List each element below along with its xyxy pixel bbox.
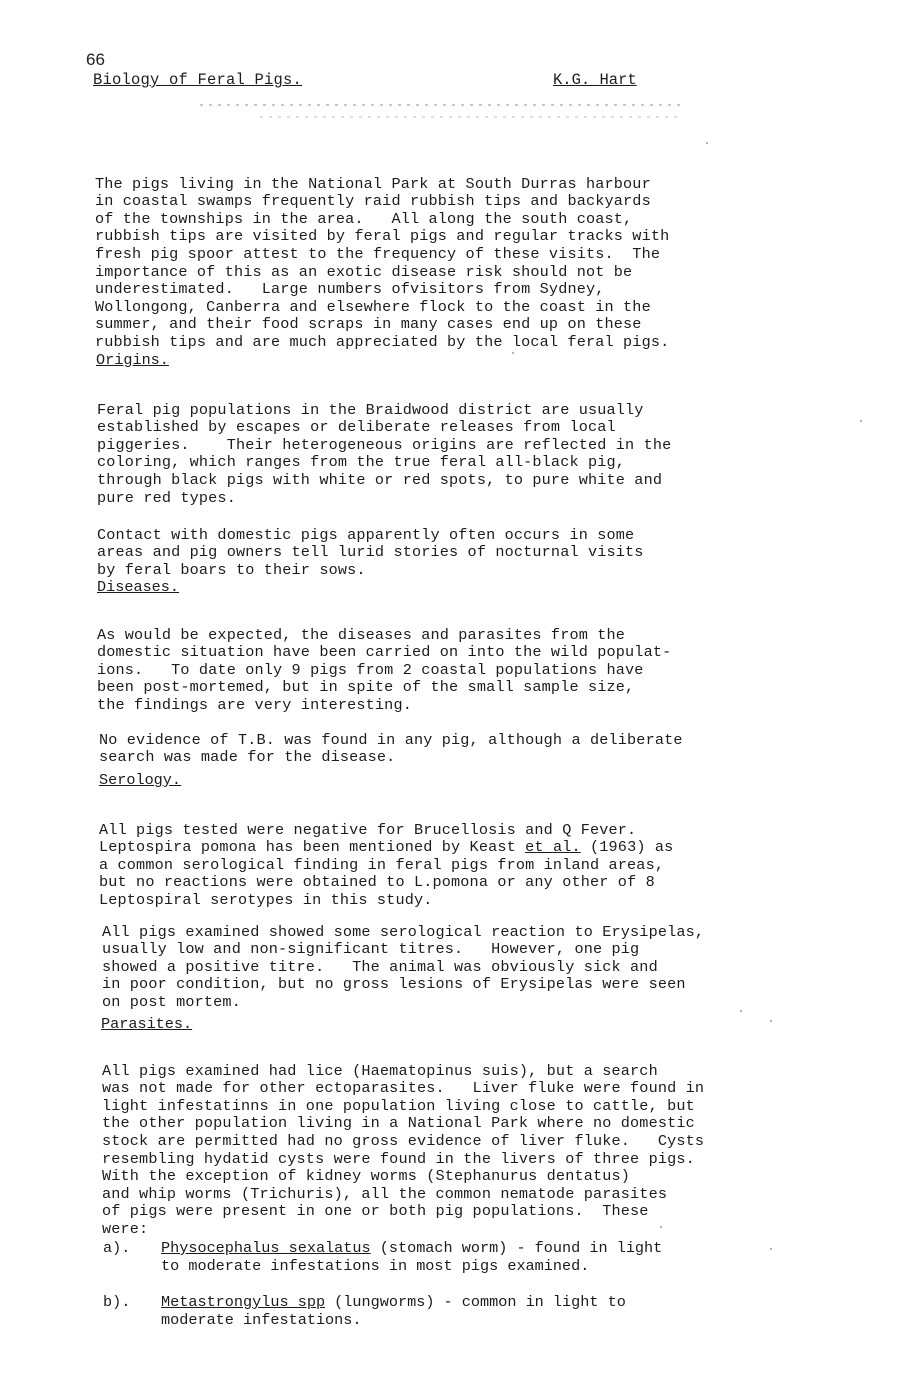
section-heading-parasites: Parasites.	[101, 1015, 193, 1033]
section-heading-origins: Origins.	[96, 351, 169, 369]
citation-et-al: et al.	[525, 838, 581, 857]
text-line: rubbish tips and are much appreciated by the local feral pigs.	[95, 332, 670, 351]
text-line: As would be expected, the diseases and parasites from the	[97, 625, 626, 644]
scan-artifact	[200, 104, 680, 106]
text-line: through black pigs with white or red spots, to pure white and	[97, 470, 663, 489]
text-line: of pigs were present in one or both pig populations. These	[102, 1202, 649, 1221]
list-item-text	[161, 1294, 626, 1329]
scan-speck	[770, 1248, 772, 1250]
text-line: of the townships in the area. All along the south coast,	[95, 209, 633, 228]
text-line: Feral pig populations in the Braidwood district are usually	[97, 400, 644, 419]
text-line: established by escapes or deliberate releases from local	[97, 418, 616, 437]
species-name: Physocephalus sexalatus	[161, 1239, 371, 1257]
scan-speck	[660, 1226, 662, 1228]
text-line: to moderate infestations in most pigs examined.	[161, 1256, 590, 1275]
parasite-list-item-b	[103, 1294, 803, 1330]
text-line: Contact with domestic pigs apparently often occurs in some	[97, 525, 635, 544]
text-line: coloring, which ranges from the true feral all-black pig,	[97, 453, 626, 472]
text-line: No evidence of T.B. was found in any pig, although a deliberate	[99, 730, 683, 749]
text-line	[161, 1294, 626, 1312]
text-segment: Leptospira pomona has been mentioned by Keast	[99, 838, 526, 857]
text-line: All pigs examined had lice (Haematopinus suis), but a search	[102, 1061, 658, 1080]
parasites-paragraph-1	[102, 1045, 704, 1256]
text-line: importance of this as an exotic disease risk should not be	[95, 262, 633, 281]
section-heading-diseases: Diseases.	[97, 578, 180, 596]
text-line: was not made for other ectoparasites. Liver fluke were found in	[102, 1079, 705, 1098]
text-segment: (stomach worm) - found in light	[370, 1239, 663, 1257]
scan-speck	[770, 1020, 772, 1022]
intro-paragraph	[95, 158, 669, 369]
text-line: in coastal swamps frequently raid rubbish tips and backyards	[95, 192, 651, 211]
text-line: stock are permitted had no gross evidence of liver fluke. Cysts	[102, 1131, 705, 1150]
scan-speck	[706, 142, 708, 144]
scan-speck	[860, 420, 862, 422]
scan-artifact	[260, 116, 680, 118]
diseases-paragraph-2	[99, 714, 683, 784]
text-line	[99, 839, 673, 857]
text-segment: (lungworms) - common in light to	[325, 1293, 626, 1311]
text-line: All pigs examined showed some serological reaction to Erysipelas,	[102, 922, 705, 941]
text-line: usually low and non-significant titres. However, one pig	[102, 940, 640, 959]
text-line: fresh pig spoor attest to the frequency of these visits. The	[95, 244, 661, 263]
text-line: in poor condition, but no gross lesions of Erysipelas were seen	[102, 975, 686, 994]
text-line: ions. To date only 9 pigs from 2 coastal populations have	[97, 660, 644, 679]
text-line: search was made for the disease.	[99, 748, 396, 767]
text-line: piggeries. Their heterogeneous origins are reflected in the	[97, 435, 672, 454]
scan-speck	[740, 1010, 742, 1012]
text-segment: (1963) as	[580, 838, 674, 857]
text-line: All pigs tested were negative for Brucellosis and Q Fever.	[99, 820, 637, 839]
species-name: Metastrongylus spp	[161, 1293, 326, 1311]
text-line: light infestatinns in one population living close to cattle, but	[102, 1096, 695, 1115]
scan-speck	[512, 352, 514, 354]
text-line: domestic situation have been carried on into the wild populat-	[97, 643, 672, 662]
list-marker: b).	[103, 1293, 131, 1311]
page-number: 66	[86, 50, 105, 69]
text-line: the findings are very interesting.	[97, 695, 412, 714]
text-line: the other population living in a National Park where no domestic	[102, 1114, 695, 1133]
text-line: underestimated. Large numbers ofvisitors from Sydney,	[95, 280, 605, 299]
text-line: The pigs living in the National Park at South Durras harbour	[95, 174, 651, 193]
text-line: by feral boars to their sows.	[97, 560, 366, 579]
text-line: moderate infestations.	[161, 1310, 362, 1329]
list-item-text	[161, 1240, 662, 1275]
text-line: were:	[102, 1219, 149, 1238]
text-line: Leptospiral serotypes in this study.	[99, 890, 433, 909]
document-author: K.G. Hart	[553, 71, 637, 89]
text-line: been post-mortemed, but in spite of the small sample size,	[97, 678, 635, 697]
text-line: showed a positive titre. The animal was obviously sick and	[102, 957, 658, 976]
document-title: Biology of Feral Pigs.	[93, 71, 303, 89]
text-line	[161, 1240, 662, 1258]
text-line: rubbish tips are visited by feral pigs and regular tracks with	[95, 227, 670, 246]
text-line: resembling hydatid cysts were found in the livers of three pigs.	[102, 1149, 695, 1168]
text-line: on post mortem.	[102, 992, 241, 1011]
origins-paragraph-1	[97, 384, 671, 525]
text-line: a common serological finding in feral pigs from inland areas,	[99, 855, 665, 874]
text-line: Wollongong, Canberra and elsewhere flock to the coast in the	[95, 297, 651, 316]
text-line: areas and pig owners tell lurid stories of nocturnal visits	[97, 543, 644, 562]
text-line: but no reactions were obtained to L.pomona or any other of 8	[99, 873, 655, 892]
text-line: and whip worms (Trichuris), all the common nematode parasites	[102, 1184, 668, 1203]
parasite-list-item-a	[103, 1240, 803, 1276]
serology-paragraph-2	[102, 906, 704, 1029]
text-line: With the exception of kidney worms (Stephanurus dentatus)	[102, 1167, 631, 1186]
text-line: pure red types.	[97, 488, 236, 507]
section-heading-serology: Serology.	[99, 771, 182, 789]
text-line: summer, and their food scraps in many cases end up on these	[95, 315, 642, 334]
list-marker: a).	[103, 1239, 131, 1257]
